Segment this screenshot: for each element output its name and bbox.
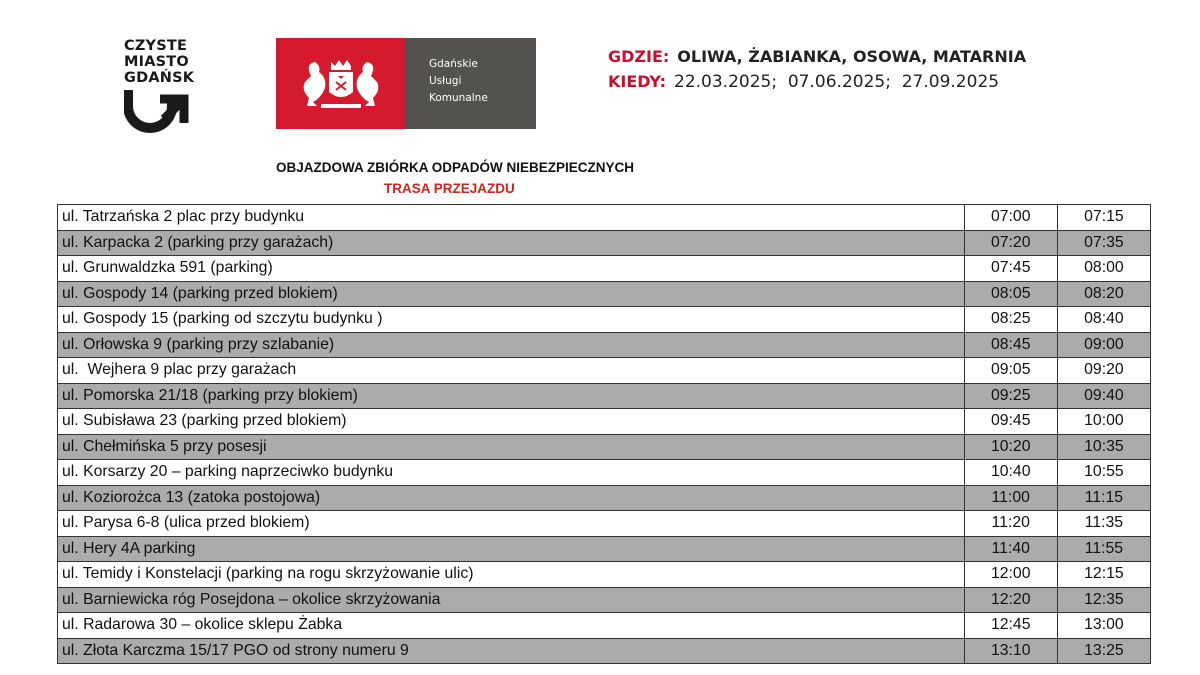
table-row: [58, 256, 1151, 282]
stop-end-time: 10:00: [1057, 409, 1150, 435]
stop-address: ul. Chełmińska 5 przy posesji: [58, 434, 965, 460]
stop-start-time: 10:20: [964, 434, 1057, 460]
stop-address: ul. Koziorożca 13 (zatoka postojowa): [58, 485, 965, 511]
stop-start-time: 09:25: [964, 383, 1057, 409]
table-row: [58, 613, 1151, 639]
when-value: 22.03.2025; 07.06.2025; 27.09.2025: [674, 72, 1000, 92]
stop-start-time: 09:45: [964, 409, 1057, 435]
table-row: [58, 383, 1151, 409]
stop-address: ul. Orłowska 9 (parking przy szlabanie): [58, 332, 965, 358]
stop-start-time: 07:20: [964, 230, 1057, 256]
stop-start-time: 07:45: [964, 256, 1057, 282]
table-row: [58, 230, 1151, 256]
stop-end-time: 07:15: [1057, 205, 1150, 231]
where-row: [608, 44, 1026, 69]
table-row: [58, 434, 1151, 460]
collection-info: [608, 44, 1026, 95]
logo-line: CZYSTE: [124, 38, 188, 54]
stop-end-time: 13:25: [1057, 638, 1150, 664]
table-row: [58, 332, 1151, 358]
stop-start-time: 10:40: [964, 460, 1057, 486]
stop-start-time: 08:45: [964, 332, 1057, 358]
stop-address: ul. Radarowa 30 – okolice sklepu Żabka: [58, 613, 965, 639]
stop-address: ul. Gospody 14 (parking przed blokiem): [58, 281, 965, 307]
table-row: [58, 307, 1151, 333]
stop-start-time: 12:45: [964, 613, 1057, 639]
guk-name-box: [405, 38, 536, 129]
logo-line: GDAŃSK: [124, 70, 195, 86]
stop-address: ul. Złota Karczma 15/17 PGO od strony numeru 9: [58, 638, 965, 664]
gdansk-coat-of-arms-icon: [276, 38, 405, 129]
stop-end-time: 08:40: [1057, 307, 1150, 333]
when-row: [608, 69, 1026, 95]
stop-start-time: 11:40: [964, 536, 1057, 562]
stop-address: ul. Temidy i Konstelacji (parking na rogu skrzyżowanie ulic): [58, 562, 965, 588]
g-arrow-icon: [124, 90, 204, 134]
stop-start-time: 12:00: [964, 562, 1057, 588]
table-row: [58, 587, 1151, 613]
stop-start-time: 08:25: [964, 307, 1057, 333]
stop-end-time: 07:35: [1057, 230, 1150, 256]
stop-end-time: 09:20: [1057, 358, 1150, 384]
stop-end-time: 12:35: [1057, 587, 1150, 613]
table-row: [58, 358, 1151, 384]
table-row: [58, 638, 1151, 664]
table-row: [58, 536, 1151, 562]
stop-start-time: 13:10: [964, 638, 1057, 664]
table-row: [58, 281, 1151, 307]
stop-address: ul. Subisława 23 (parking przed blokiem): [58, 409, 965, 435]
table-row: [58, 460, 1151, 486]
stop-end-time: 09:00: [1057, 332, 1150, 358]
where-label: GDZIE:: [608, 47, 670, 66]
stop-end-time: 08:20: [1057, 281, 1150, 307]
stop-end-time: 11:55: [1057, 536, 1150, 562]
table-row: [58, 205, 1151, 231]
stop-address: ul. Pomorska 21/18 (parking przy blokiem): [58, 383, 965, 409]
stop-end-time: 12:15: [1057, 562, 1150, 588]
stop-end-time: 13:00: [1057, 613, 1150, 639]
stop-address: ul. Karpacka 2 (parking przy garażach): [58, 230, 965, 256]
stop-start-time: 07:00: [964, 205, 1057, 231]
stop-address: ul. Parysa 6-8 (ulica przed blokiem): [58, 511, 965, 537]
route-table-body: [58, 205, 1151, 664]
route-table: [57, 204, 1151, 664]
guk-name-line: Komunalne: [429, 92, 488, 104]
stop-end-time: 10:55: [1057, 460, 1150, 486]
stop-start-time: 08:05: [964, 281, 1057, 307]
czyste-miasto-gdansk-logo: [124, 38, 224, 134]
where-value: OLIWA, ŻABIANKA, OSOWA, MATARNIA: [677, 47, 1027, 66]
stop-end-time: 09:40: [1057, 383, 1150, 409]
stop-address: ul. Hery 4A parking: [58, 536, 965, 562]
guk-name-line: Gdańskie: [429, 58, 478, 70]
stop-end-time: 11:15: [1057, 485, 1150, 511]
stop-start-time: 11:00: [964, 485, 1057, 511]
guk-name-line: Usługi: [429, 75, 462, 87]
stop-end-time: 08:00: [1057, 256, 1150, 282]
page-title: OBJAZDOWA ZBIÓRKA ODPADÓW NIEBEZPIECZNYCH: [276, 160, 635, 175]
logo-line: MIASTO: [124, 54, 189, 70]
stop-address: ul. Grunwaldzka 591 (parking): [58, 256, 965, 282]
table-row: [58, 485, 1151, 511]
stop-start-time: 12:20: [964, 587, 1057, 613]
table-row: [58, 409, 1151, 435]
gdanskie-uslugi-komunalne-logo: [276, 38, 536, 129]
when-label: KIEDY:: [608, 72, 666, 91]
stop-start-time: 11:20: [964, 511, 1057, 537]
table-row: [58, 511, 1151, 537]
table-row: [58, 562, 1151, 588]
stop-address: ul. Tatrzańska 2 plac przy budynku: [58, 205, 965, 231]
stop-end-time: 10:35: [1057, 434, 1150, 460]
stop-start-time: 09:05: [964, 358, 1057, 384]
stop-address: ul. Korsarzy 20 – parking naprzeciwko budynku: [58, 460, 965, 486]
stop-address: ul. Wejhera 9 plac przy garażach: [58, 358, 965, 384]
stop-end-time: 11:35: [1057, 511, 1150, 537]
stop-address: ul. Gospody 15 (parking od szczytu budynku ): [58, 307, 965, 333]
page-subtitle: TRASA PRZEJAZDU: [384, 181, 515, 196]
stop-address: ul. Barniewicka róg Posejdona – okolice skrzyżowania: [58, 587, 965, 613]
